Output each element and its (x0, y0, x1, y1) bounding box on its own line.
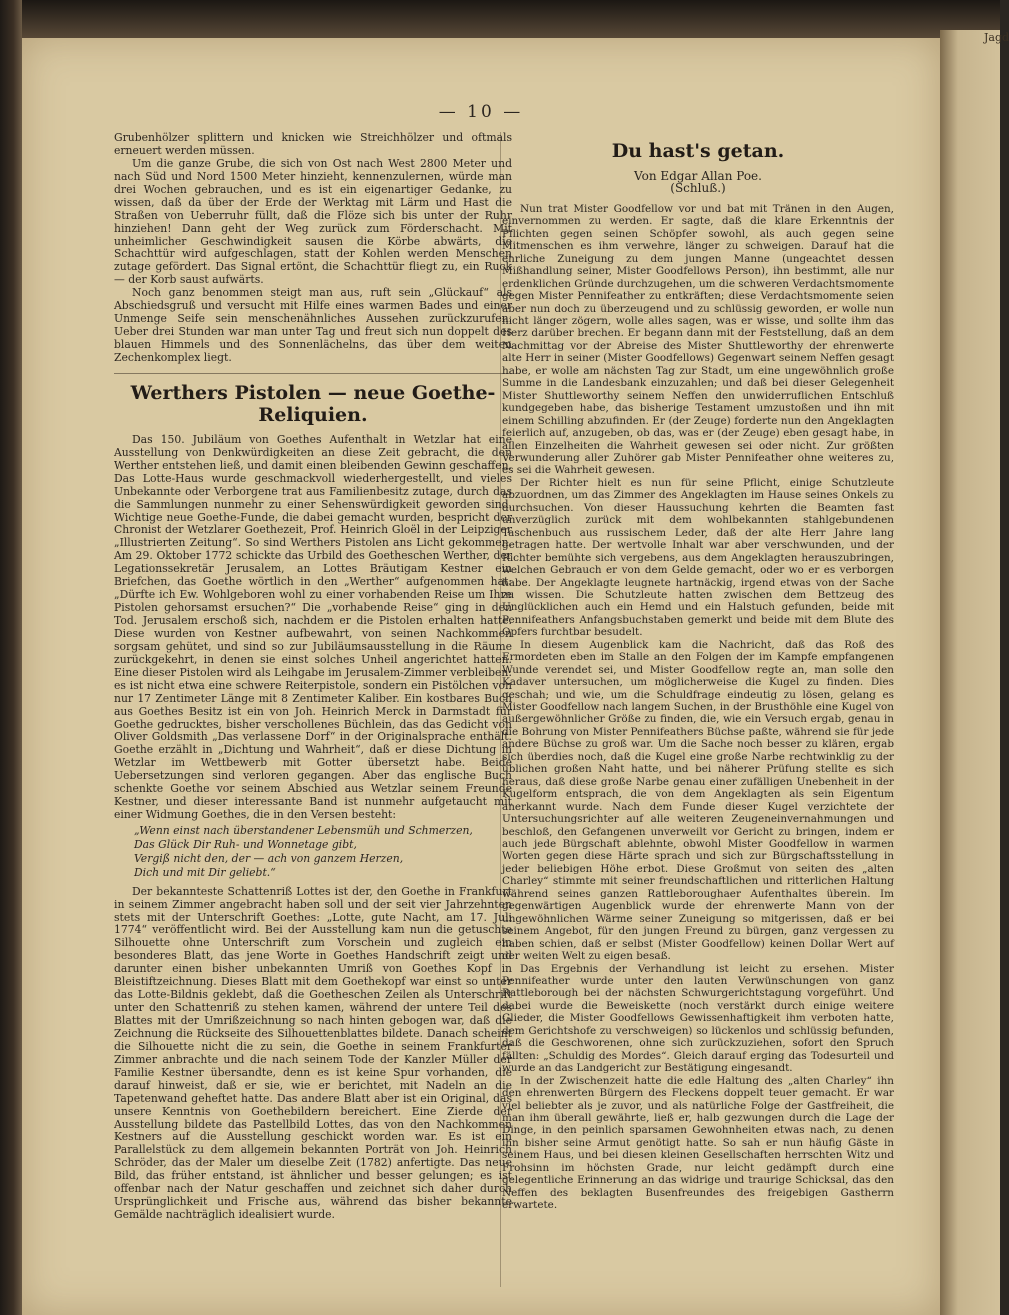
page-number: — 10 — (438, 102, 524, 122)
section-rule (114, 373, 512, 374)
article-paragraph: Der bekannteste Schattenriß Lottes ist der, den Goethe in Frankfurt in seinem Zimmer angebracht haben soll und der seit vier Jahrzehnten stets mit der Unterschrift Goethes: „Lotte, gute Nacht, am 17. Juli 1774“ veröffentlicht wird. Bei der Ausstellung kam nun die getuschte Silhouette ohne Unterschrift zum Vorschein und zugleich ein besonderes Blatt, das jene Worte in Goethes Handschrift zeigt und darunter einen bisher unbekannten Umriß von Goethes Kopf in Bleistiftzeichnung. Dieses Blatt mit dem Goethekopf war einst so unter das Lotte-Bildnis geklebt, daß die Goetheschen Zeilen als Unterschrift unter den Schattenriß zu stehen kamen, während der untere Teil des Blattes mit der Umrißzeichnung so nach hinten gebogen war, daß die Zeichnung die Rückseite des Silhouettenblattes bildete. Danach scheint die Silhouette nicht die zu sein, die Goethe in seinem Frankfurter Zimmer anbrachte und die nach seinem Tode der Kanzler Müller der Familie Kestner übersandte, denn es ist keine Spur vorhanden, die darauf hinweist, daß er sie, wie er berichtet, mit Nadeln an die Tapetenwand geheftet hatte. Das andere Blatt aber ist ein Original, das unsere Kenntnis von Goethebildern bereichert. Eine Zierde der Ausstellung bildete das Pastellbild Lottes, das von den Nachkommen Kestners auf die Ausstellung geschickt worden war. Es ist ein Parallelstück zu dem allgemein bekannten Porträt von Joh. Heinrich Schröder, das der Maler um dieselbe Zeit (1782) anfertigte. Das neue Bild, das früher entstand, ist ähnlicher und besser gelungen; es ist offenbar nach der Natur geschaffen und zeichnet sich daher durch Ursprünglichkeit und Frische aus, während das bisher bekannte Gemälde nachträglich idealisiert wurde. (114, 884, 512, 1222)
left-column (114, 132, 512, 1222)
adjacent-page-edge (940, 30, 1009, 1315)
book-spine (0, 0, 22, 1315)
dedication-verse (134, 824, 512, 880)
intro-paragraph: Um die ganze Grube, die sich von Ost nach West 2800 Meter und nach Süd und Nord 1500 Meter hinzieht, kennenzulernen, würde man drei Wochen gebrauchen, und es ist ein eigenartiger Gedanke, zu wissen, daß da über der Erde der Werktag mit Lärm und Hast die Straßen von Ueberruhr füllt, daß die Flöze sich bis unter der Ruhr hinziehen! Dann geht der Weg zurück zum Förderschacht. Mit unheimlicher Geschwindigkeit sausen die Körbe abwärts, die Schachttür wird aufgeschlagen, statt der Kohlen werden Menschen zutage gefördert. Das Signal ertönt, die Schachttür fliegt zu, ein Ruck — der Korb saust aufwärts. (114, 156, 512, 287)
story-paragraph: In der Zwischenzeit hatte die edle Haltung des „alten Charley“ ihn den ehrenwerten Bürgern des Fleckens doppelt teuer gemacht. Er war viel beliebter als je zuvor, und als natürliche Folge der Gastfreiheit, die man ihm überall gewährte, ließ er, halb gezwungen durch die Lage der Dinge, in den peinlich sparsamen Gewohnheiten etwas nach, zu denen ihn bisher seine Armut genötigt hatte. So sah er nun häufig Gäste in seinem Haus, und bei diesen kleinen Gesellschaften herrschten Witz und Frohsinn im höchsten Grade, nur leicht gedämpft durch eine gelegentliche Erinnerung an das widrige und traurige Schicksal, das den Neffen des beklagten Busenfreundes des freigebigen Gastherrn erwartete. (502, 1074, 894, 1212)
scan-top-shadow (22, 0, 1000, 40)
newspaper-page (22, 38, 940, 1315)
story-byline: Von Edgar Allan Poe. (634, 169, 762, 183)
verse-line: Dich und mit Dir geliebt.“ (134, 865, 276, 879)
verse-line: „Wenn einst nach überstandener Lebensmüh und Schmerzen, (134, 824, 473, 837)
adjacent-page-text: Jagd (984, 31, 1009, 44)
article-paragraph: Das 150. Jubiläum von Goethes Aufenthalt in Wetzlar hat eine Ausstellung von Denkwürdigkeiten an diese Zeit gebracht, die den Werther entstehen ließ, und damit einen bleibenden Gewinn geschaffen. Das Lotte-Haus wurde geschmackvoll wiederhergestellt, und vieles Unbekannte oder Verborgene trat aus Familienbesitz zutage, durch das die Sammlungen nunmehr zu einer Sehenswürdigkeit geworden sind. Wichtige neue Goethe-Funde, die dabei gemacht wurden, bespricht der Chronist der Wetzlarer Goethezeit, Prof. Heinrich Gloël in der Leipziger „Illustrierten Zeitung“. So sind Werthers Pistolen ans Licht gekommen. Am 29. Oktober 1772 schickte das Urbild des Goetheschen Werther, der Legationssekretär Jerusalem, an Lottes Bräutigam Kestner ein Briefchen, das Goethe wörtlich in den „Werther“ aufgenommen hat: „Dürfte ich Ew. Wohlgeboren wohl zu einer vorhabenden Reise um Ihre Pistolen gehorsamst ersuchen?“ Die „vorhabende Reise“ ging in den Tod. Jerusalem erschoß sich, nachdem er die Pistolen erhalten hatte. Diese wurden von Kestner aufbewahrt, von seinen Nachkommen sorgsam gehütet, und sind so zur Jubiläumsausstellung in die Räume zurückgekehrt, in denen sie einst solches Unheil angerichtet hatten. Eine dieser Pistolen wird als Leihgabe im Jerusalem-Zimmer verbleiben: es ist nicht etwa eine schwere Reiterpistole, sondern ein Pistölchen von nur 17 Zentimeter Länge mit 8 Zentimeter Kaliber. Ein kostbares Buch aus Goethes Besitz ist ein von Joh. Heinrich Merck in Darmstadt für Goethe gedrucktes, bisher verschollenes Büchlein, das das Gedicht von Oliver Goldsmith „Das verlassene Dorf“ in der Originalsprache enthält. Goethe erzählt in „Dichtung und Wahrheit“, daß er diese Dichtung in Wetzlar im Wettbewerb mit Gotter übersetzt habe. Beide Uebersetzungen sind verloren gegangen. Aber das englische Buch schenkte Goethe vor seinem Abschied aus Wetzlar seinem Freunde Kestner, und dieser interessante Band ist nunmehr aufgetaucht mit einer Widmung Goethes, die in den Versen besteht: (114, 432, 512, 822)
verse-line: Das Glück Dir Ruh- und Wonnetage gibt, (134, 837, 357, 851)
story-paragraph: Das Ergebnis der Verhandlung ist leicht zu ersehen. Mister Pennifeather wurde unter den lauten Verwünschungen von ganz Rattleborough bei der nächsten Schwurgerichtstagung vorgeführt. Und dabei wurde die Beweiskette (noch verstärkt durch einige weitere Glieder, die Mister Goodfellows Gewissenhaftigkeit ihm verboten hatte, dem Gerichtshofe zu verschweigen) so lückenlos und schlüssig befunden, daß die Geschworenen, ohne sich zurückzuziehen, sofort den Spruch fällten: „Schuldig des Mordes“. Gleich darauf erging das Todesurteil und wurde an das Landgericht zur Bestätigung eingesandt. (502, 962, 894, 1075)
right-column (502, 132, 894, 1212)
story-title: Du hast's getan. (611, 140, 785, 162)
story-part-label: (Schluß.) (670, 181, 726, 196)
intro-paragraph: Grubenhölzer splittern und knicken wie Streichhölzer und oftmals erneuert werden müssen. (114, 131, 512, 157)
story-paragraph: Der Richter hielt es nun für seine Pflicht, einige Schutzleute abzuordnen, um das Zimmer des Angeklagten im Hause seines Onkels zu durchsuchen. Von dieser Haussuchung kehrten die Beamten fast unverzüglich zurück mit dem wohlbekannten stahlgebundenen Taschenbuch aus russischem Leder, daß der alte Herr Jahre lang getragen hatte. Der wertvolle Inhalt war aber verschwunden, und der Richter bemühte sich vergebens, aus dem Angeklagten herauszubringen, welchen Gebrauch er von dem Gelde gemacht, oder wo er es verborgen habe. Der Angeklagte leugnete hartnäckig, irgend etwas von der Sache zu wissen. Die Schutzleute hatten zwischen dem Bettzeug des Unglücklichen auch ein Hemd und ein Halstuch gefunden, beide mit Pennifeathers Anfangsbuchstaben gemerkt und beide mit dem Blute des Opfers furchtbar besudelt. (502, 476, 894, 639)
intro-paragraph: Noch ganz benommen steigt man aus, ruft sein „Glückauf“ als Abschiedsgruß und versucht mit Hilfe eines warmen Bades und einer Unmenge Seife sein menschenähnliches Aussehen zurückzurufen. Ueber drei Stunden war man unter Tag und freut sich nun doppelt des blauen Himmels und des Sonnenlächelns, das über dem weiten Zechenkomplex liegt. (114, 286, 512, 364)
verse-line: Vergiß nicht den, der — ach von ganzem Herzen, (134, 851, 404, 865)
article-title: Werthers Pistolen — neue Goethe-Reliquien. (130, 381, 496, 426)
story-paragraph: In diesem Augenblick kam die Nachricht, daß das Roß des Ermordeten eben im Stalle an den Folgen der im Kampfe empfangenen Wunde verendet sei, und Mister Goodfellow regte an, man solle den Kadaver untersuchen, um möglicherweise die Kugel zu finden. Dies geschah; und wie, um die Schuldfrage eindeutig zu lösen, gelang es Mister Goodfellow nach langem Suchen, in der Brusthöhle eine Kugel von außergewöhnlicher Größe zu finden, die, wie ein Versuch ergab, genau in die Bohrung von Mister Pennifeathers Büchse paßte, während sie für jede andere Büchse zu groß war. Um die Sache noch besser zu klären, ergab sich überdies noch, daß die Kugel eine große Narbe rechtwinklig zu der üblichen großen Naht hatte, und bei näherer Prüfung stellte es sich heraus, daß diese große Narbe genau einer zufälligen Unebenheit in der Kugelform entsprach, die von dem Angeklagten als sein Eigentum anerkannt wurde. Nach dem Funde dieser Kugel verzichtete der Untersuchungsrichter auf alle weiteren Zeugeneinvernahmungen und beschloß, den Gefangenen unverweilt vor Gericht zu bringen, indem er auch jede Bürgschaft ablehnte, obwohl Mister Goodfellow in warmen Worten gegen diese Härte sprach und sich zur Bürgschaftsstellung in jeder beliebigen Höhe erbot. Diese Großmut von seiten des „alten Charley“ stimmte mit seiner freundschaftlichen und ritterlichen Haltung während seines ganzen Rattleboroughaer Aufenthaltes überein. Im gegenwärtigen Augenblick wurde der ehrenwerte Mann von der ungewöhnlichen Wärme seiner Zuneigung so mitgerissen, daß er bei seinem Angebot, für den jungen Freund zu bürgen, ganz vergessen zu haben schien, daß er selbst (Mister Goodfellow) keinen Dollar Wert auf der weiten Welt zu eigen besaß. (502, 638, 894, 963)
story-paragraph: Nun trat Mister Goodfellow vor und bat mit Tränen in den Augen, einvernommen zu werden. Er sagte, daß die klare Erkenntnis der Pflichten gegen seinen Schöpfer sowohl, als auch gegen seine Mitmenschen es ihm verwehre, länger zu schweigen. Darauf hat die ehrliche Zuneigung zu dem jungen Manne (ungeachtet dessen Mißhandlung seiner, Mister Goodfellows Person), ihn bestimmt, alle nur erdenklichen Gründe durchzugehen, um die schweren Verdachtsmomente gegen Mister Pennifeather zu entkräften; diese Verdachtsmomente seien aber nun doch zu überzeugend und zu schlüssig geworden, er wolle nun nicht länger zögern, wolle alles sagen, was er wisse, und sollte ihm das Herz darüber brechen. Er begann dann mit der Feststellung, daß an dem Nachmittag vor der Abreise des Mister Shuttleworthy der ehrenwerte alte Herr in seiner (Mister Goodfellows) Gegenwart seinem Neffen gesagt habe, er wolle am nächsten Tag zur Stadt, um eine ungewöhnlich große Summe in die Landesbank einzuzahlen; und daß bei dieser Gelegenheit Mister Shuttleworthy seinem Neffen den unwiderruflichen Entschluß kundgegeben habe, das bisherige Testament umzustoßen und ihn mit einem Schilling abzufinden. Er (der Zeuge) forderte nun den Angeklagten feierlich auf, anzugeben, ob das, was er (der Zeuge) eben gesagt habe, in allen Einzelheiten die Wahrheit gewesen sei oder nicht. Zur größten Verwunderung aller Zuhörer gab Mister Pennifeather ohne weiteres zu, es sei die Wahrheit gewesen. (502, 202, 894, 477)
